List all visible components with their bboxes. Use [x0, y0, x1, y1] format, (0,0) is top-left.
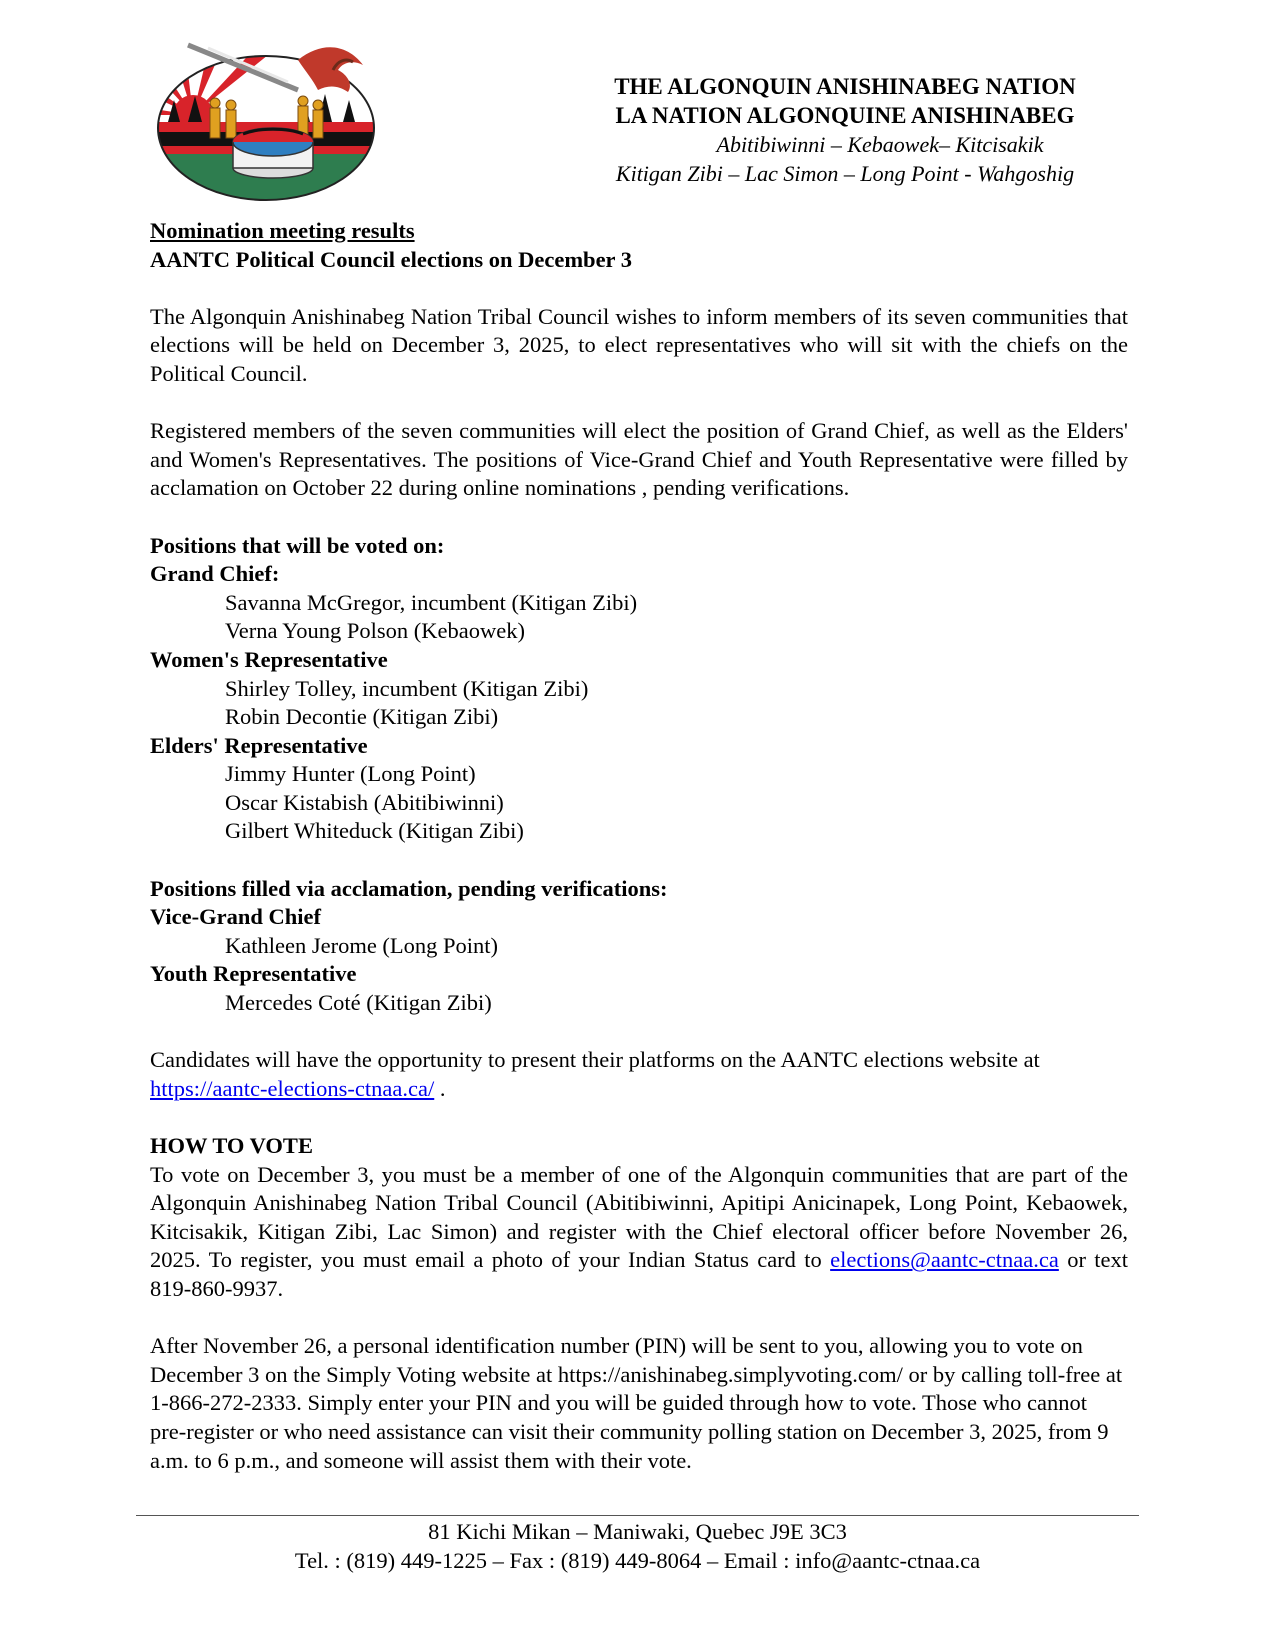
platforms-text: Candidates will have the opportunity to present their platforms on the AANTC elections website at — [150, 1047, 1040, 1073]
platforms-paragraph — [150, 1046, 1128, 1103]
candidate-item: Gilbert Whiteduck (Kitigan Zibi) — [225, 818, 524, 844]
candidate-item: Savanna McGregor, incumbent (Kitigan Zibi) — [225, 589, 638, 615]
how-to-vote-heading: HOW TO VOTE — [150, 1133, 313, 1158]
footer — [136, 1518, 1139, 1575]
document-subtitle: AANTC Political Council elections on December 3 — [150, 246, 633, 272]
how-to-vote-after: or text 819-860-9937. — [150, 1247, 1129, 1301]
candidate-item: Shirley Tolley, incumbent (Kitigan Zibi) — [225, 675, 589, 701]
document-body — [150, 217, 1128, 1475]
how-to-vote-paragraph-1 — [150, 1161, 1128, 1304]
footer-divider — [136, 1515, 1139, 1516]
how-to-vote-text: To vote on December 3, you must be a member of one of the Algonquin communities that are part of the Algonquin Anishinabeg Nation Tribal Council (Abitibiwinni, Apitipi Anicinapek, Long Point, Kebaowek, Kitcisakik, Kitigan Zibi, Lac Simon) and register with the Chief electoral officer before November 26, 2025. To register, you must email a photo of your Indian Status card to — [150, 1161, 1128, 1273]
nation-logo — [148, 30, 384, 210]
intro-paragraph-1: The Algonquin Anishinabeg Nation Tribal Council wishes to inform members of its seven communities that elections will be held on December 3, 2025, to elect representatives who will sit with the chiefs on the Political Council. — [150, 303, 1128, 386]
footer-contact: Tel. : (819) 449-1225 – Fax : (819) 449-8064 – Email : info@aantc-ctnaa.ca — [294, 1547, 981, 1573]
platforms-after: . — [434, 1075, 446, 1101]
youth-rep-label: Youth Representative — [150, 961, 357, 987]
letterhead — [565, 72, 1125, 188]
elections-email-link[interactable]: elections@aantc-ctnaa.ca — [830, 1247, 1059, 1273]
elections-website-link[interactable]: https://aantc-elections-ctnaa.ca/ — [150, 1075, 435, 1101]
elders-rep-label: Elders' Representative — [150, 732, 368, 758]
grand-chief-label: Grand Chief: — [150, 561, 280, 587]
candidate-item: Mercedes Coté (Kitigan Zibi) — [225, 990, 492, 1016]
acclamation-heading: Positions filled via acclamation, pending verifications: — [150, 875, 668, 901]
nation-name-french: LA NATION ALGONQUINE ANISHINABEG — [615, 103, 1075, 128]
footer-address: 81 Kichi Mikan – Maniwaki, Quebec J9E 3C3 — [428, 1519, 847, 1544]
candidate-item: Robin Decontie (Kitigan Zibi) — [225, 704, 499, 730]
vice-grand-chief-label: Vice-Grand Chief — [150, 904, 322, 930]
candidate-item: Verna Young Polson (Kebaowek) — [225, 618, 525, 644]
logo-emblem-icon — [148, 30, 384, 210]
candidate-item: Kathleen Jerome (Long Point) — [225, 932, 499, 958]
how-to-vote-paragraph-2: After November 26, a personal identification number (PIN) will be sent to you, allowing you to vote on December 3 on the Simply Voting website at https://anishinabeg.simplyvoting.com/ or by calling toll-free at 1-866-272-2333. Simply enter your PIN and you will be guided through how to vote. Those who cannot pre-register or who need assistance can visit their community polling station on December 3, 2025, from 9 a.m. to 6 p.m., and someone will assist them with their vote. — [150, 1333, 1123, 1473]
communities-line-1: Abitibiwinni – Kebaowek– Kitcisakik — [716, 132, 1044, 157]
nation-name-english: THE ALGONQUIN ANISHINABEG NATION — [614, 74, 1076, 99]
document-title: Nomination meeting results — [150, 218, 415, 243]
candidate-item: Oscar Kistabish (Abitibiwinni) — [225, 789, 504, 815]
candidate-item: Jimmy Hunter (Long Point) — [225, 761, 476, 787]
communities-line-2: Kitigan Zibi – Lac Simon – Long Point - Wahgoshig — [615, 161, 1075, 186]
voted-positions-heading: Positions that will be voted on: — [150, 532, 445, 558]
womens-rep-label: Women's Representative — [150, 646, 388, 672]
intro-paragraph-2: Registered members of the seven communities will elect the position of Grand Chief, as well as the Elders' and Women's Representatives. The positions of Vice-Grand Chief and Youth Representative were filled by acclamation on October 22 during online nominations , pending verifications. — [150, 418, 1128, 501]
